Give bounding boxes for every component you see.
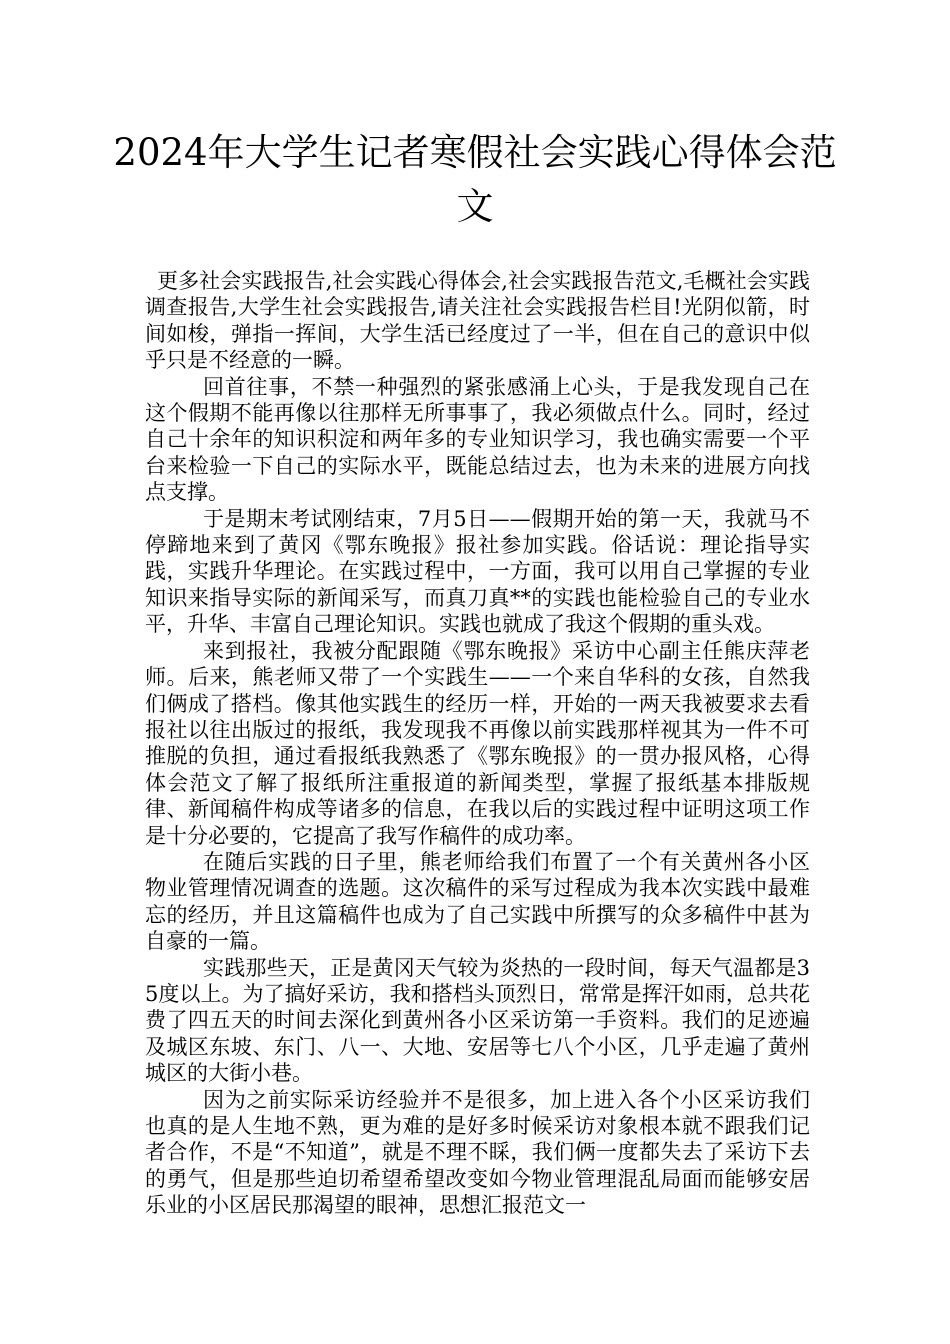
paragraph-7: 因为之前实际采访经验并不是很多，加上进入各个小区采访我们也真的是人生地不熟，更为难的是好多时候采访对象根本就不跟我们记者合作，不是“不知道”，就是不理不睬，我们俩一度都失去了采访下去的勇气，但是那些迫切希望希望改变如今物业管理混乱局面而能够安居乐业的小区居民那渴望的眼神，思想汇报范文一 (145, 1087, 810, 1218)
paragraph-4: 来到报社，我被分配跟随《鄂东晚报》采访中心副主任熊庆萍老师。后来，熊老师又带了一个实践生——一个来自华科的女孩，自然我们俩成了搭档。像其他实践生的经历一样，开始的一两天我被要求去看报社以往出版过的报纸，我发现我不再像以前实践那样视其为一件不可推脱的负担，通过看报纸我熟悉了《鄂东晚报》的一贯办报风格，心得体会范文了解了报纸所注重报道的新闻类型，掌握了报纸基本排版规律、新闻稿件构成等诸多的信息，在我以后的实践过程中证明这项工作是十分必要的，它提高了我写作稿件的成功率。 (145, 638, 810, 848)
paragraph-intro: 更多社会实践报告,社会实践心得体会,社会实践报告范文,毛概社会实践调查报告,大学生社会实践报告,请关注社会实践报告栏目!光阴似箭，时间如梭，弹指一挥间，大学生活已经度过了一半，但在自己的意识中似乎只是不经意的一瞬。 (145, 269, 810, 373)
document-title: 2024年大学生记者寒假社会实践心得体会范文 (113, 131, 837, 228)
paragraph-2: 回首往事，不禁一种强烈的紧张感涌上心头，于是我发现自己在这个假期不能再像以往那样无所事事了，我必须做点什么。同时，经过自己十余年的知识积淀和两年多的专业知识学习，我也确实需要一个平台来检验一下自己的实际水平，既能总结过去，也为未来的进展方向找点支撑。 (145, 374, 810, 505)
paragraph-3: 于是期末考试刚结束，7月5日——假期开始的第一天，我就马不停蹄地来到了黄冈《鄂东晚报》报社参加实践。俗话说：理论指导实践，实践升华理论。在实践过程中，一方面，我可以用自己掌握的专业知识来指导实际的新闻采写，而真刀真**的实践也能检验自己的专业水平，升华、丰富自己理论知识。实践也就成了我这个假期的重头戏。 (145, 506, 810, 637)
paragraph-5: 在随后实践的日子里，熊老师给我们布置了一个有关黄州各小区物业管理情况调查的选题。这次稿件的采写过程成为我本次实践中最难忘的经历，并且这篇稿件也成为了自己实践中所撰写的众多稿件中甚为自豪的一篇。 (145, 849, 810, 954)
document-body (145, 268, 810, 1219)
paragraph-6: 实践那些天，正是黄冈天气较为炎热的一段时间，每天气温都是35度以上。为了搞好采访，我和搭档头顶烈日，常常是挥汗如雨，总共花费了四五天的时间去深化到黄州各小区采访第一手资料。我们的足迹遍及城区东坡、东门、八一、大地、安居等七八个小区，几乎走遍了黄州城区的大街小巷。 (145, 955, 810, 1086)
